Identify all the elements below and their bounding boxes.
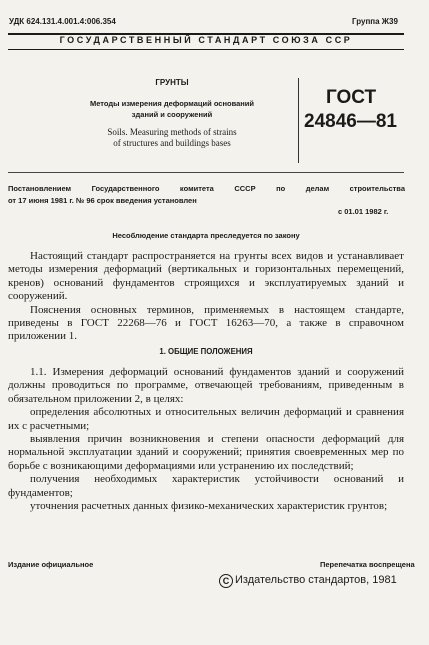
title-block (52, 78, 292, 149)
intro-section (8, 250, 404, 344)
general-provisions-body (8, 366, 404, 513)
intro-paragraph: Настоящий стандарт распространяется на грунты всех видов и устанавливает методы измерения деформаций (вертикальных и горизонтальных перемещений, кренов) оснований фундаментов строящихся и эксплуатируемых зданий и сооружений. (8, 250, 404, 303)
effective-date: с 01.01 1982 г. (338, 207, 389, 216)
russian-subtitle (52, 98, 292, 120)
body-paragraph: уточнения расчетных данных физико-механических характеристик грунтов; (30, 500, 388, 513)
resolution-text (8, 183, 405, 207)
english-subtitle-line: Soils. Measuring methods of strains (107, 127, 237, 137)
english-subtitle-line: of structures and buildings bases (113, 138, 231, 148)
document-title: ГРУНТЫ (155, 78, 189, 87)
resolution-line: от 17 июня 1981 г. № 96 срок введения установлен (8, 196, 197, 205)
russian-subtitle-line: зданий и сооружений (131, 110, 213, 119)
section-heading: 1. ОБЩИЕ ПОЛОЖЕНИЯ (159, 347, 253, 356)
title-rule (8, 172, 404, 173)
body-paragraph: определения абсолютных и относительных величин деформаций и сравнения их с расчетными; (8, 406, 404, 432)
resolution-line: Постановлением Государственного комитета СССР по делам строительства (8, 184, 405, 193)
body-paragraph: выявления причин возникновения и степени опасности деформаций для нормальной эксплуатации зданий и сооружений; принятия своевременных мер по борьбе с возникающими деформациями или устранению их последствий; (8, 433, 404, 472)
body-paragraph: получения необходимых характеристик устойчивости оснований и фундаментов; (8, 473, 404, 499)
english-subtitle (52, 127, 292, 149)
gost-number: 24846—81 (304, 111, 397, 132)
violation-notice: Несоблюдение стандарта преследуется по закону (112, 231, 300, 240)
group-code: Группа Ж39 (352, 17, 398, 26)
standard-header: ГОСУДАРСТВЕННЫЙ СТАНДАРТ СОЮЗА ССР (59, 35, 353, 45)
publisher-text: Издательство стандартов, 1981 (235, 574, 397, 586)
title-divider (298, 78, 299, 163)
gost-label: ГОСТ (326, 87, 377, 108)
header-rule-bottom (8, 49, 404, 50)
reprint-notice: Перепечатка воспрещена (320, 560, 415, 569)
official-edition-label: Издание официальное (8, 560, 94, 569)
copyright-line (219, 574, 397, 588)
copyright-icon: C (219, 574, 233, 588)
russian-subtitle-line: Методы измерения деформаций оснований (89, 99, 255, 108)
body-paragraph: 1.1. Измерения деформаций оснований фундаментов зданий и сооружений должны проводиться по программе, отвечающей требованиям, приведенным в обязательном приложении 2, в целях: (8, 366, 404, 405)
intro-paragraph: Пояснения основных терминов, применяемых в настоящем стандарте, приведены в ГОСТ 22268—76 и ГОСТ 16263—70, а также в справочном приложении 1. (8, 303, 404, 343)
udk-code: УДК 624.131.4.001.4:006.354 (9, 17, 116, 26)
